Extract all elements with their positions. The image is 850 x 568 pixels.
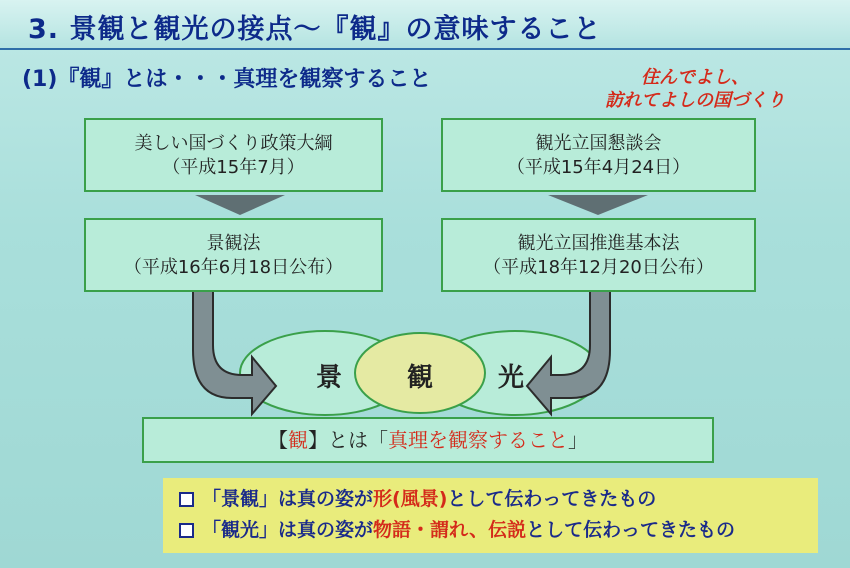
venn-label-kou: 光 — [498, 363, 525, 393]
note-suffix: として伝わってきたもの — [526, 519, 735, 541]
policy-outline-date: （平成15年7月） — [162, 157, 305, 178]
note-prefix: 「景観」は真の姿が — [202, 488, 374, 510]
definition-kan: 観 — [288, 428, 308, 452]
tourism-council-box — [441, 118, 756, 192]
slide-title: 3. 景観と観光の接点～『観』の意味すること — [28, 14, 602, 45]
square-bullet-icon — [179, 492, 194, 507]
note-prefix: 「観光」は真の姿が — [202, 519, 374, 541]
notes-box — [163, 478, 818, 553]
tourism-law-title: 観光立国推進基本法 — [517, 233, 680, 254]
note-kankou — [179, 515, 818, 546]
note-highlight: 形(風景) — [373, 488, 448, 510]
policy-outline-title: 美しい国づくり政策大綱 — [134, 133, 333, 154]
slogan-line-1: 住んでよし、 — [641, 67, 749, 88]
tourism-council-date: （平成15年4月24日） — [506, 157, 691, 178]
venn-label-kei: 景 — [316, 363, 343, 393]
definition-close-bracket: 】 — [308, 428, 328, 452]
down-arrow-right — [548, 195, 648, 215]
down-arrow-left — [195, 195, 285, 215]
landscape-law-date: （平成16年6月18日公布） — [123, 257, 344, 278]
tourism-law-box — [441, 218, 756, 292]
slogan-line-2: 訪れてよしの国づくり — [605, 90, 785, 111]
note-highlight: 物語・謂れ、伝説 — [373, 519, 527, 541]
definition-middle: とは「 — [328, 428, 388, 452]
definition-truth: 真理を観察すること — [388, 428, 568, 452]
note-suffix: として伝わってきたもの — [447, 488, 657, 510]
definition-end: 」 — [568, 428, 588, 452]
tourism-law-date: （平成18年12月20日公布） — [483, 257, 714, 278]
venn-label-kan: 観 — [407, 363, 434, 393]
square-bullet-icon — [179, 523, 194, 538]
landscape-law-box — [84, 218, 383, 292]
slide-subtitle: (1)『観』とは・・・真理を観察すること — [22, 67, 432, 92]
policy-outline-box — [84, 118, 383, 192]
landscape-law-title: 景観法 — [206, 233, 261, 254]
definition-open-bracket: 【 — [268, 428, 288, 452]
note-keikan — [179, 484, 818, 515]
definition-box — [142, 417, 714, 463]
tourism-council-title: 観光立国懇談会 — [535, 133, 662, 154]
